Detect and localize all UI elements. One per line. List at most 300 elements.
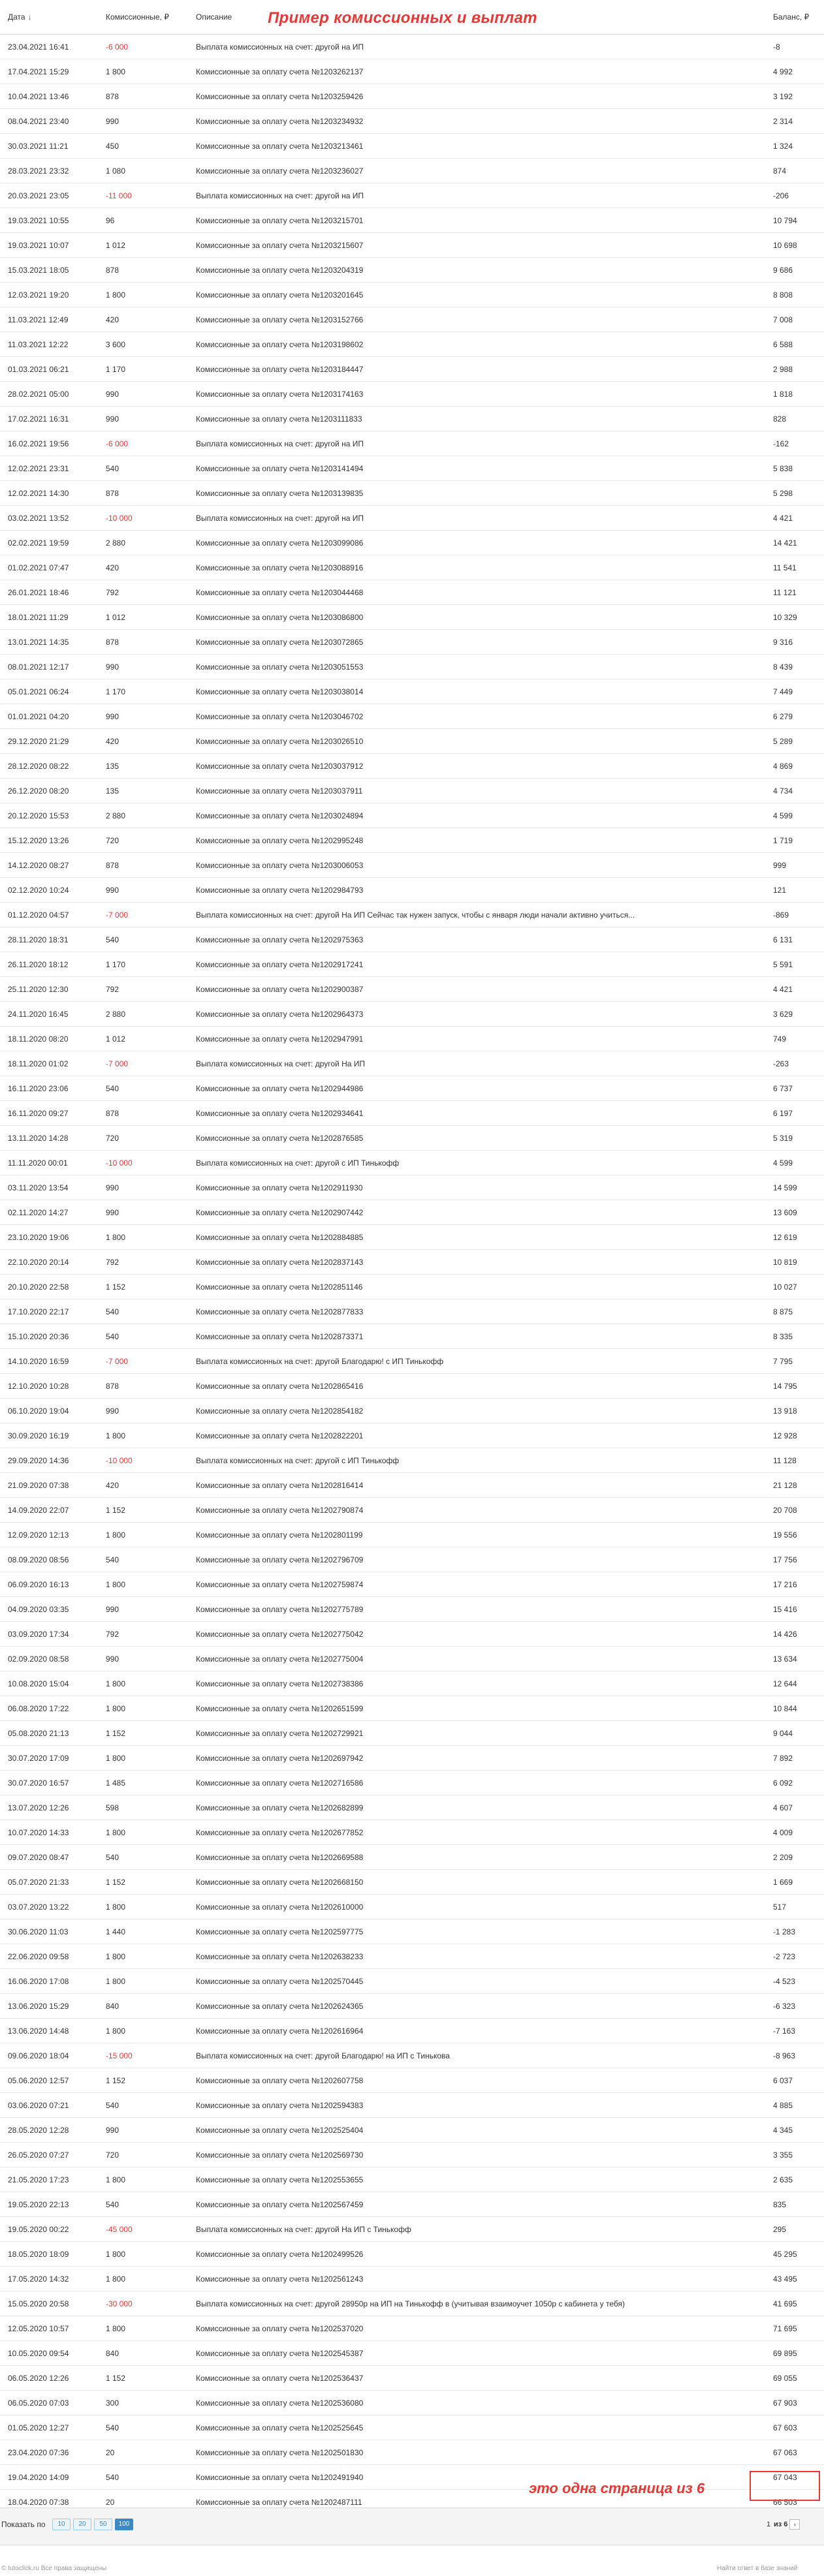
cell-balance: -4 523	[765, 1969, 824, 1994]
knowledge-base-link[interactable]: Найти ответ в базе знаний	[717, 2565, 798, 2572]
cell-balance: 7 449	[765, 679, 824, 704]
cell-date: 02.02.2021 19:59	[0, 531, 98, 555]
cell-balance: 10 844	[765, 1696, 824, 1721]
cell-date: 28.12.2020 08:22	[0, 754, 98, 779]
cell-balance: 13 609	[765, 1200, 824, 1225]
table-row	[0, 754, 824, 779]
table-row	[0, 977, 824, 1002]
cell-date: 14.12.2020 08:27	[0, 853, 98, 878]
cell-balance: 874	[765, 159, 824, 183]
cell-commission: 1 800	[98, 1696, 188, 1721]
cell-commission: 792	[98, 580, 188, 605]
table-footer	[0, 2507, 824, 2545]
cell-commission: 990	[98, 109, 188, 134]
table-row	[0, 506, 824, 531]
cell-date: 23.04.2021 16:41	[0, 35, 98, 59]
cell-commission: 420	[98, 555, 188, 580]
cell-commission: 1 800	[98, 2242, 188, 2267]
cell-commission: 990	[98, 1399, 188, 1423]
cell-commission: 840	[98, 1994, 188, 2019]
cell-commission: 990	[98, 655, 188, 679]
cell-description: Комиссионные за оплату счета №1202775789	[188, 1597, 765, 1622]
cell-description: Выплата комиссионных на счет: другой с ИП Тинькофф	[188, 1448, 765, 1473]
table-row	[0, 630, 824, 655]
table-row	[0, 903, 824, 927]
cell-balance: -263	[765, 1051, 824, 1076]
cell-commission: 840	[98, 2341, 188, 2366]
cell-description: Комиссионные за оплату счета №1203174163	[188, 382, 765, 407]
cell-description: Комиссионные за оплату счета №1203051553	[188, 655, 765, 679]
cell-date: 09.06.2020 18:04	[0, 2043, 98, 2068]
cell-balance: 9 686	[765, 258, 824, 283]
cell-date: 13.06.2020 15:29	[0, 1994, 98, 2019]
table-row	[0, 2415, 824, 2440]
cell-balance: 1 818	[765, 382, 824, 407]
cell-date: 30.03.2021 11:21	[0, 134, 98, 159]
cell-balance: 12 928	[765, 1423, 824, 1448]
cell-description: Комиссионные за оплату счета №1202677852	[188, 1820, 765, 1845]
table-row	[0, 307, 824, 332]
table-row	[0, 1771, 824, 1795]
cell-balance: 999	[765, 853, 824, 878]
cell-description: Комиссионные за оплату счета №1203215607	[188, 233, 765, 258]
cell-description: Комиссионные за оплату счета №1202525404	[188, 2118, 765, 2143]
cell-date: 08.01.2021 12:17	[0, 655, 98, 679]
cell-balance: 6 737	[765, 1076, 824, 1101]
table-row	[0, 332, 824, 357]
cell-commission: 3 600	[98, 332, 188, 357]
table-row	[0, 779, 824, 803]
table-row	[0, 407, 824, 431]
cell-balance: 828	[765, 407, 824, 431]
per-page-option-50[interactable]: 50	[94, 2519, 112, 2530]
cell-commission: 720	[98, 1126, 188, 1151]
cell-balance: -6 323	[765, 1994, 824, 2019]
cell-balance: 10 698	[765, 233, 824, 258]
table-row	[0, 1696, 824, 1721]
table-row	[0, 1895, 824, 1919]
cell-commission: 1 012	[98, 233, 188, 258]
cell-description: Комиссионные за оплату счета №1202801199	[188, 1523, 765, 1547]
cell-description: Комиссионные за оплату счета №1202759874	[188, 1572, 765, 1597]
cell-date: 16.02.2021 19:56	[0, 431, 98, 456]
cell-balance: 4 599	[765, 1151, 824, 1175]
table-row	[0, 1374, 824, 1399]
cell-date: 19.05.2020 22:13	[0, 2192, 98, 2217]
cell-balance: 1 719	[765, 828, 824, 853]
table-row	[0, 679, 824, 704]
cell-date: 22.06.2020 09:58	[0, 1944, 98, 1969]
cell-description: Выплата комиссионных на счет: другой На ИП	[188, 1051, 765, 1076]
cell-date: 05.01.2021 06:24	[0, 679, 98, 704]
table-row	[0, 1845, 824, 1870]
cell-date: 02.11.2020 14:27	[0, 1200, 98, 1225]
cell-description: Комиссионные за оплату счета №1203141494	[188, 456, 765, 481]
cell-commission: 1 170	[98, 357, 188, 382]
table-row	[0, 1622, 824, 1647]
table-row	[0, 1746, 824, 1771]
cell-commission: 990	[98, 878, 188, 903]
cell-commission: 1 152	[98, 1275, 188, 1299]
table-row	[0, 84, 824, 109]
table-row	[0, 456, 824, 481]
cell-description: Выплата комиссионных на счет: другой на ИП	[188, 431, 765, 456]
cell-commission: 20	[98, 2490, 188, 2515]
table-row	[0, 109, 824, 134]
cell-balance: 8 335	[765, 1324, 824, 1349]
cell-date: 02.12.2020 10:24	[0, 878, 98, 903]
cell-commission: -10 000	[98, 506, 188, 531]
cell-description: Комиссионные за оплату счета №1202947991	[188, 1027, 765, 1051]
cell-date: 29.09.2020 14:36	[0, 1448, 98, 1473]
cell-commission: -10 000	[98, 1448, 188, 1473]
cell-commission: 1 152	[98, 1870, 188, 1895]
cell-description: Комиссионные за оплату счета №1202616964	[188, 2019, 765, 2043]
cell-description: Комиссионные за оплату счета №1202669588	[188, 1845, 765, 1870]
cell-balance: 17 216	[765, 1572, 824, 1597]
cell-date: 18.04.2020 07:38	[0, 2490, 98, 2515]
table-row	[0, 1002, 824, 1027]
cell-date: 28.03.2021 23:32	[0, 159, 98, 183]
page-count: из 6	[774, 2521, 788, 2528]
cell-date: 02.09.2020 08:58	[0, 1647, 98, 1671]
cell-date: 28.05.2020 12:28	[0, 2118, 98, 2143]
cell-date: 05.07.2020 21:33	[0, 1870, 98, 1895]
table-row	[0, 1944, 824, 1969]
cell-date: 05.08.2020 21:13	[0, 1721, 98, 1746]
table-row	[0, 159, 824, 183]
cell-balance: 1 324	[765, 134, 824, 159]
cell-date: 03.07.2020 13:22	[0, 1895, 98, 1919]
cell-description: Комиссионные за оплату счета №1203262137	[188, 59, 765, 84]
cell-description: Комиссионные за оплату счета №1202537020	[188, 2316, 765, 2341]
cell-date: 23.04.2020 07:36	[0, 2440, 98, 2465]
cell-commission: 540	[98, 927, 188, 952]
table-row	[0, 1820, 824, 1845]
table-row	[0, 1994, 824, 2019]
cell-date: 16.11.2020 23:06	[0, 1076, 98, 1101]
annotation-title: Пример комиссионных и выплат	[268, 9, 537, 27]
cell-balance: 6 131	[765, 927, 824, 952]
cell-date: 08.04.2021 23:40	[0, 109, 98, 134]
cell-date: 20.10.2020 22:58	[0, 1275, 98, 1299]
cell-date: 16.06.2020 17:08	[0, 1969, 98, 1994]
cell-date: 30.06.2020 11:03	[0, 1919, 98, 1944]
table-row	[0, 878, 824, 903]
cell-commission: 1 800	[98, 1423, 188, 1448]
table-row	[0, 208, 824, 233]
table-row	[0, 2341, 824, 2366]
cell-date: 12.10.2020 10:28	[0, 1374, 98, 1399]
cell-balance: 13 634	[765, 1647, 824, 1671]
cell-commission: -10 000	[98, 1151, 188, 1175]
cell-balance: 4 009	[765, 1820, 824, 1845]
cell-balance: 4 607	[765, 1795, 824, 1820]
cell-commission: 990	[98, 1597, 188, 1622]
table-row	[0, 2391, 824, 2415]
table-row	[0, 1795, 824, 1820]
cell-commission: 540	[98, 2093, 188, 2118]
table-row	[0, 431, 824, 456]
table-row	[0, 729, 824, 754]
cell-date: 21.05.2020 17:23	[0, 2167, 98, 2192]
cell-description: Комиссионные за оплату счета №1203099086	[188, 531, 765, 555]
cell-balance: 5 289	[765, 729, 824, 754]
table-row	[0, 1175, 824, 1200]
cell-description: Комиссионные за оплату счета №1202487111	[188, 2490, 765, 2515]
cell-balance: 2 209	[765, 1845, 824, 1870]
cell-date: 13.01.2021 14:35	[0, 630, 98, 655]
cell-date: 18.05.2020 18:09	[0, 2242, 98, 2267]
cell-date: 12.03.2021 19:20	[0, 283, 98, 307]
cell-commission: 1 170	[98, 679, 188, 704]
table-row	[0, 1299, 824, 1324]
cell-commission: 1 152	[98, 1498, 188, 1523]
table-row	[0, 605, 824, 630]
cell-description: Комиссионные за оплату счета №1203111833	[188, 407, 765, 431]
per-page-option-100[interactable]: 100	[115, 2519, 133, 2530]
annotation-highlight-box	[750, 2471, 820, 2501]
cell-date: 28.11.2020 18:31	[0, 927, 98, 952]
cell-balance: -206	[765, 183, 824, 208]
cell-commission: 135	[98, 779, 188, 803]
cell-commission: 96	[98, 208, 188, 233]
cell-date: 17.04.2021 15:29	[0, 59, 98, 84]
cell-date: 06.05.2020 07:03	[0, 2391, 98, 2415]
cell-balance: 11 121	[765, 580, 824, 605]
cell-description: Комиссионные за оплату счета №1202536437	[188, 2366, 765, 2391]
cell-balance: 14 795	[765, 1374, 824, 1399]
cell-commission: 878	[98, 84, 188, 109]
cell-commission: 720	[98, 2143, 188, 2167]
cell-description: Комиссионные за оплату счета №1202884885	[188, 1225, 765, 1250]
cell-balance: 12 644	[765, 1671, 824, 1696]
cell-date: 01.01.2021 04:20	[0, 704, 98, 729]
column-header-commission[interactable]: Комиссионные, ₽	[98, 0, 188, 35]
cell-commission: 878	[98, 1101, 188, 1126]
cell-balance: -1 283	[765, 1919, 824, 1944]
table-row	[0, 2267, 824, 2291]
cell-description: Комиссионные за оплату счета №1203006053	[188, 853, 765, 878]
cell-description: Комиссионные за оплату счета №1203037911	[188, 779, 765, 803]
cell-description: Комиссионные за оплату счета №1203236027	[188, 159, 765, 183]
cell-commission: 1 080	[98, 159, 188, 183]
cell-date: 30.09.2020 16:19	[0, 1423, 98, 1448]
cell-balance: 749	[765, 1027, 824, 1051]
cell-commission: 1 800	[98, 1820, 188, 1845]
cell-description: Комиссионные за оплату счета №1202570445	[188, 1969, 765, 1994]
table-row	[0, 283, 824, 307]
cell-commission: 1 800	[98, 1523, 188, 1547]
cell-commission: 878	[98, 258, 188, 283]
cell-description: Комиссионные за оплату счета №1203072865	[188, 630, 765, 655]
cell-commission: 1 152	[98, 2366, 188, 2391]
cell-description: Комиссионные за оплату счета №1202865416	[188, 1374, 765, 1399]
cell-date: 26.11.2020 18:12	[0, 952, 98, 977]
cell-description: Комиссионные за оплату счета №1202607758	[188, 2068, 765, 2093]
cell-commission: 1 800	[98, 2019, 188, 2043]
cell-date: 29.12.2020 21:29	[0, 729, 98, 754]
cell-date: 14.10.2020 16:59	[0, 1349, 98, 1374]
cell-description: Комиссионные за оплату счета №1202624365	[188, 1994, 765, 2019]
cell-date: 03.09.2020 17:34	[0, 1622, 98, 1647]
cell-date: 01.02.2021 07:47	[0, 555, 98, 580]
cell-date: 16.11.2020 09:27	[0, 1101, 98, 1126]
per-page-selector	[52, 2519, 133, 2530]
column-header-description[interactable]: Описание	[188, 0, 765, 35]
cell-balance: -869	[765, 903, 824, 927]
cell-date: 14.09.2020 22:07	[0, 1498, 98, 1523]
cell-description: Комиссионные за оплату счета №1202553655	[188, 2167, 765, 2192]
cell-balance: 41 695	[765, 2291, 824, 2316]
cell-commission: 1 800	[98, 1969, 188, 1994]
cell-description: Комиссионные за оплату счета №1203044468	[188, 580, 765, 605]
cell-date: 06.10.2020 19:04	[0, 1399, 98, 1423]
table-row	[0, 1919, 824, 1944]
cell-date: 22.10.2020 20:14	[0, 1250, 98, 1275]
cell-commission: 1 800	[98, 283, 188, 307]
cell-commission: 1 800	[98, 59, 188, 84]
cell-date: 15.03.2021 18:05	[0, 258, 98, 283]
cell-balance: 43 495	[765, 2267, 824, 2291]
cell-description: Комиссионные за оплату счета №1202597775	[188, 1919, 765, 1944]
current-page[interactable]: 1	[766, 2521, 771, 2528]
table-row	[0, 357, 824, 382]
cell-commission: 1 800	[98, 2316, 188, 2341]
column-header-date[interactable]: Дата ↓	[0, 0, 98, 35]
cell-date: 10.05.2020 09:54	[0, 2341, 98, 2366]
cell-description: Комиссионные за оплату счета №1202569730	[188, 2143, 765, 2167]
table-row	[0, 1200, 824, 1225]
column-header-balance[interactable]: Баланс, ₽	[765, 0, 824, 35]
cell-balance: -162	[765, 431, 824, 456]
cell-balance: 6 037	[765, 2068, 824, 2093]
cell-description: Комиссионные за оплату счета №1202876585	[188, 1126, 765, 1151]
cell-date: 06.05.2020 12:26	[0, 2366, 98, 2391]
table-row	[0, 2118, 824, 2143]
cell-commission: 1 800	[98, 1225, 188, 1250]
cell-commission: 1 440	[98, 1919, 188, 1944]
cell-commission: 420	[98, 1473, 188, 1498]
cell-balance: 4 421	[765, 977, 824, 1002]
cell-date: 30.07.2020 17:09	[0, 1746, 98, 1771]
cell-date: 15.12.2020 13:26	[0, 828, 98, 853]
cell-description: Комиссионные за оплату счета №1203037912	[188, 754, 765, 779]
table-row	[0, 1126, 824, 1151]
cell-date: 28.02.2021 05:00	[0, 382, 98, 407]
cell-commission: 2 880	[98, 1002, 188, 1027]
cell-description: Комиссионные за оплату счета №1203038014	[188, 679, 765, 704]
table-row	[0, 1225, 824, 1250]
cell-commission: -15 000	[98, 2043, 188, 2068]
cell-balance: 4 345	[765, 2118, 824, 2143]
cell-date: 11.11.2020 00:01	[0, 1151, 98, 1175]
table-row	[0, 1423, 824, 1448]
cell-description: Комиссионные за оплату счета №1202837143	[188, 1250, 765, 1275]
table-row	[0, 2019, 824, 2043]
cell-balance: 4 869	[765, 754, 824, 779]
cell-commission: 792	[98, 1250, 188, 1275]
cell-balance: 67 043	[765, 2465, 824, 2490]
table-row	[0, 1101, 824, 1126]
cell-commission: 598	[98, 1795, 188, 1820]
table-row	[0, 2366, 824, 2391]
cell-description: Комиссионные за оплату счета №1203259426	[188, 84, 765, 109]
cell-date: 01.05.2020 12:27	[0, 2415, 98, 2440]
cell-balance: 7 795	[765, 1349, 824, 1374]
cell-commission: 540	[98, 2415, 188, 2440]
cell-date: 21.09.2020 07:38	[0, 1473, 98, 1498]
cell-description: Комиссионные за оплату счета №1202790874	[188, 1498, 765, 1523]
cell-commission: 1 485	[98, 1771, 188, 1795]
cell-description: Комиссионные за оплату счета №1202877833	[188, 1299, 765, 1324]
per-page-option-10[interactable]: 10	[52, 2519, 71, 2530]
cell-balance: 5 298	[765, 481, 824, 506]
per-page-option-20[interactable]: 20	[73, 2519, 91, 2530]
cell-date: 03.02.2021 13:52	[0, 506, 98, 531]
cell-commission: 720	[98, 828, 188, 853]
cell-date: 13.06.2020 14:48	[0, 2019, 98, 2043]
table-row	[0, 1671, 824, 1696]
cell-balance: -8 963	[765, 2043, 824, 2068]
cell-date: 09.07.2020 08:47	[0, 1845, 98, 1870]
cell-commission: 420	[98, 307, 188, 332]
cell-description: Комиссионные за оплату счета №1202716586	[188, 1771, 765, 1795]
cell-commission: 878	[98, 630, 188, 655]
per-page-label: Показать по	[1, 2520, 46, 2529]
cell-commission: 990	[98, 382, 188, 407]
cell-balance: 121	[765, 878, 824, 903]
table-row	[0, 655, 824, 679]
cell-balance: 517	[765, 1895, 824, 1919]
cell-balance: 6 197	[765, 1101, 824, 1126]
cell-commission: 878	[98, 853, 188, 878]
cell-date: 24.11.2020 16:45	[0, 1002, 98, 1027]
cell-balance: 9 316	[765, 630, 824, 655]
cell-commission: 1 800	[98, 2167, 188, 2192]
cell-description: Выплата комиссионных на счет: другой На ИП с Тинькофф	[188, 2217, 765, 2242]
cell-balance: 69 895	[765, 2341, 824, 2366]
table-row	[0, 2316, 824, 2341]
cell-commission: -45 000	[98, 2217, 188, 2242]
cell-balance: 3 629	[765, 1002, 824, 1027]
cell-description: Комиссионные за оплату счета №1202995248	[188, 828, 765, 853]
cell-commission: 540	[98, 1547, 188, 1572]
cell-commission: 878	[98, 1374, 188, 1399]
cell-commission: -7 000	[98, 903, 188, 927]
cell-date: 26.01.2021 18:46	[0, 580, 98, 605]
table-row	[0, 2143, 824, 2167]
cell-date: 12.09.2020 12:13	[0, 1523, 98, 1547]
cell-description: Выплата комиссионных на счет: другой на ИП	[188, 506, 765, 531]
cell-description: Комиссионные за оплату счета №1202561243	[188, 2267, 765, 2291]
next-page-button[interactable]: ›	[789, 2519, 800, 2530]
cell-description: Выплата комиссионных на счет: другой с ИП Тинькофф	[188, 1151, 765, 1175]
annotation-page-note: это одна страница из 6	[529, 2480, 705, 2496]
cell-description: Комиссионные за оплату счета №1202499526	[188, 2242, 765, 2267]
cell-description: Комиссионные за оплату счета №1203088916	[188, 555, 765, 580]
cell-description: Комиссионные за оплату счета №1203086800	[188, 605, 765, 630]
cell-description: Комиссионные за оплату счета №1202775042	[188, 1622, 765, 1647]
cell-balance: 66 503	[765, 2490, 824, 2515]
cell-date: 20.03.2021 23:05	[0, 183, 98, 208]
table-row	[0, 531, 824, 555]
cell-date: 08.09.2020 08:56	[0, 1547, 98, 1572]
cell-description: Комиссионные за оплату счета №1203201645	[188, 283, 765, 307]
table-row	[0, 2192, 824, 2217]
cell-balance: 14 599	[765, 1175, 824, 1200]
cell-balance: 5 591	[765, 952, 824, 977]
